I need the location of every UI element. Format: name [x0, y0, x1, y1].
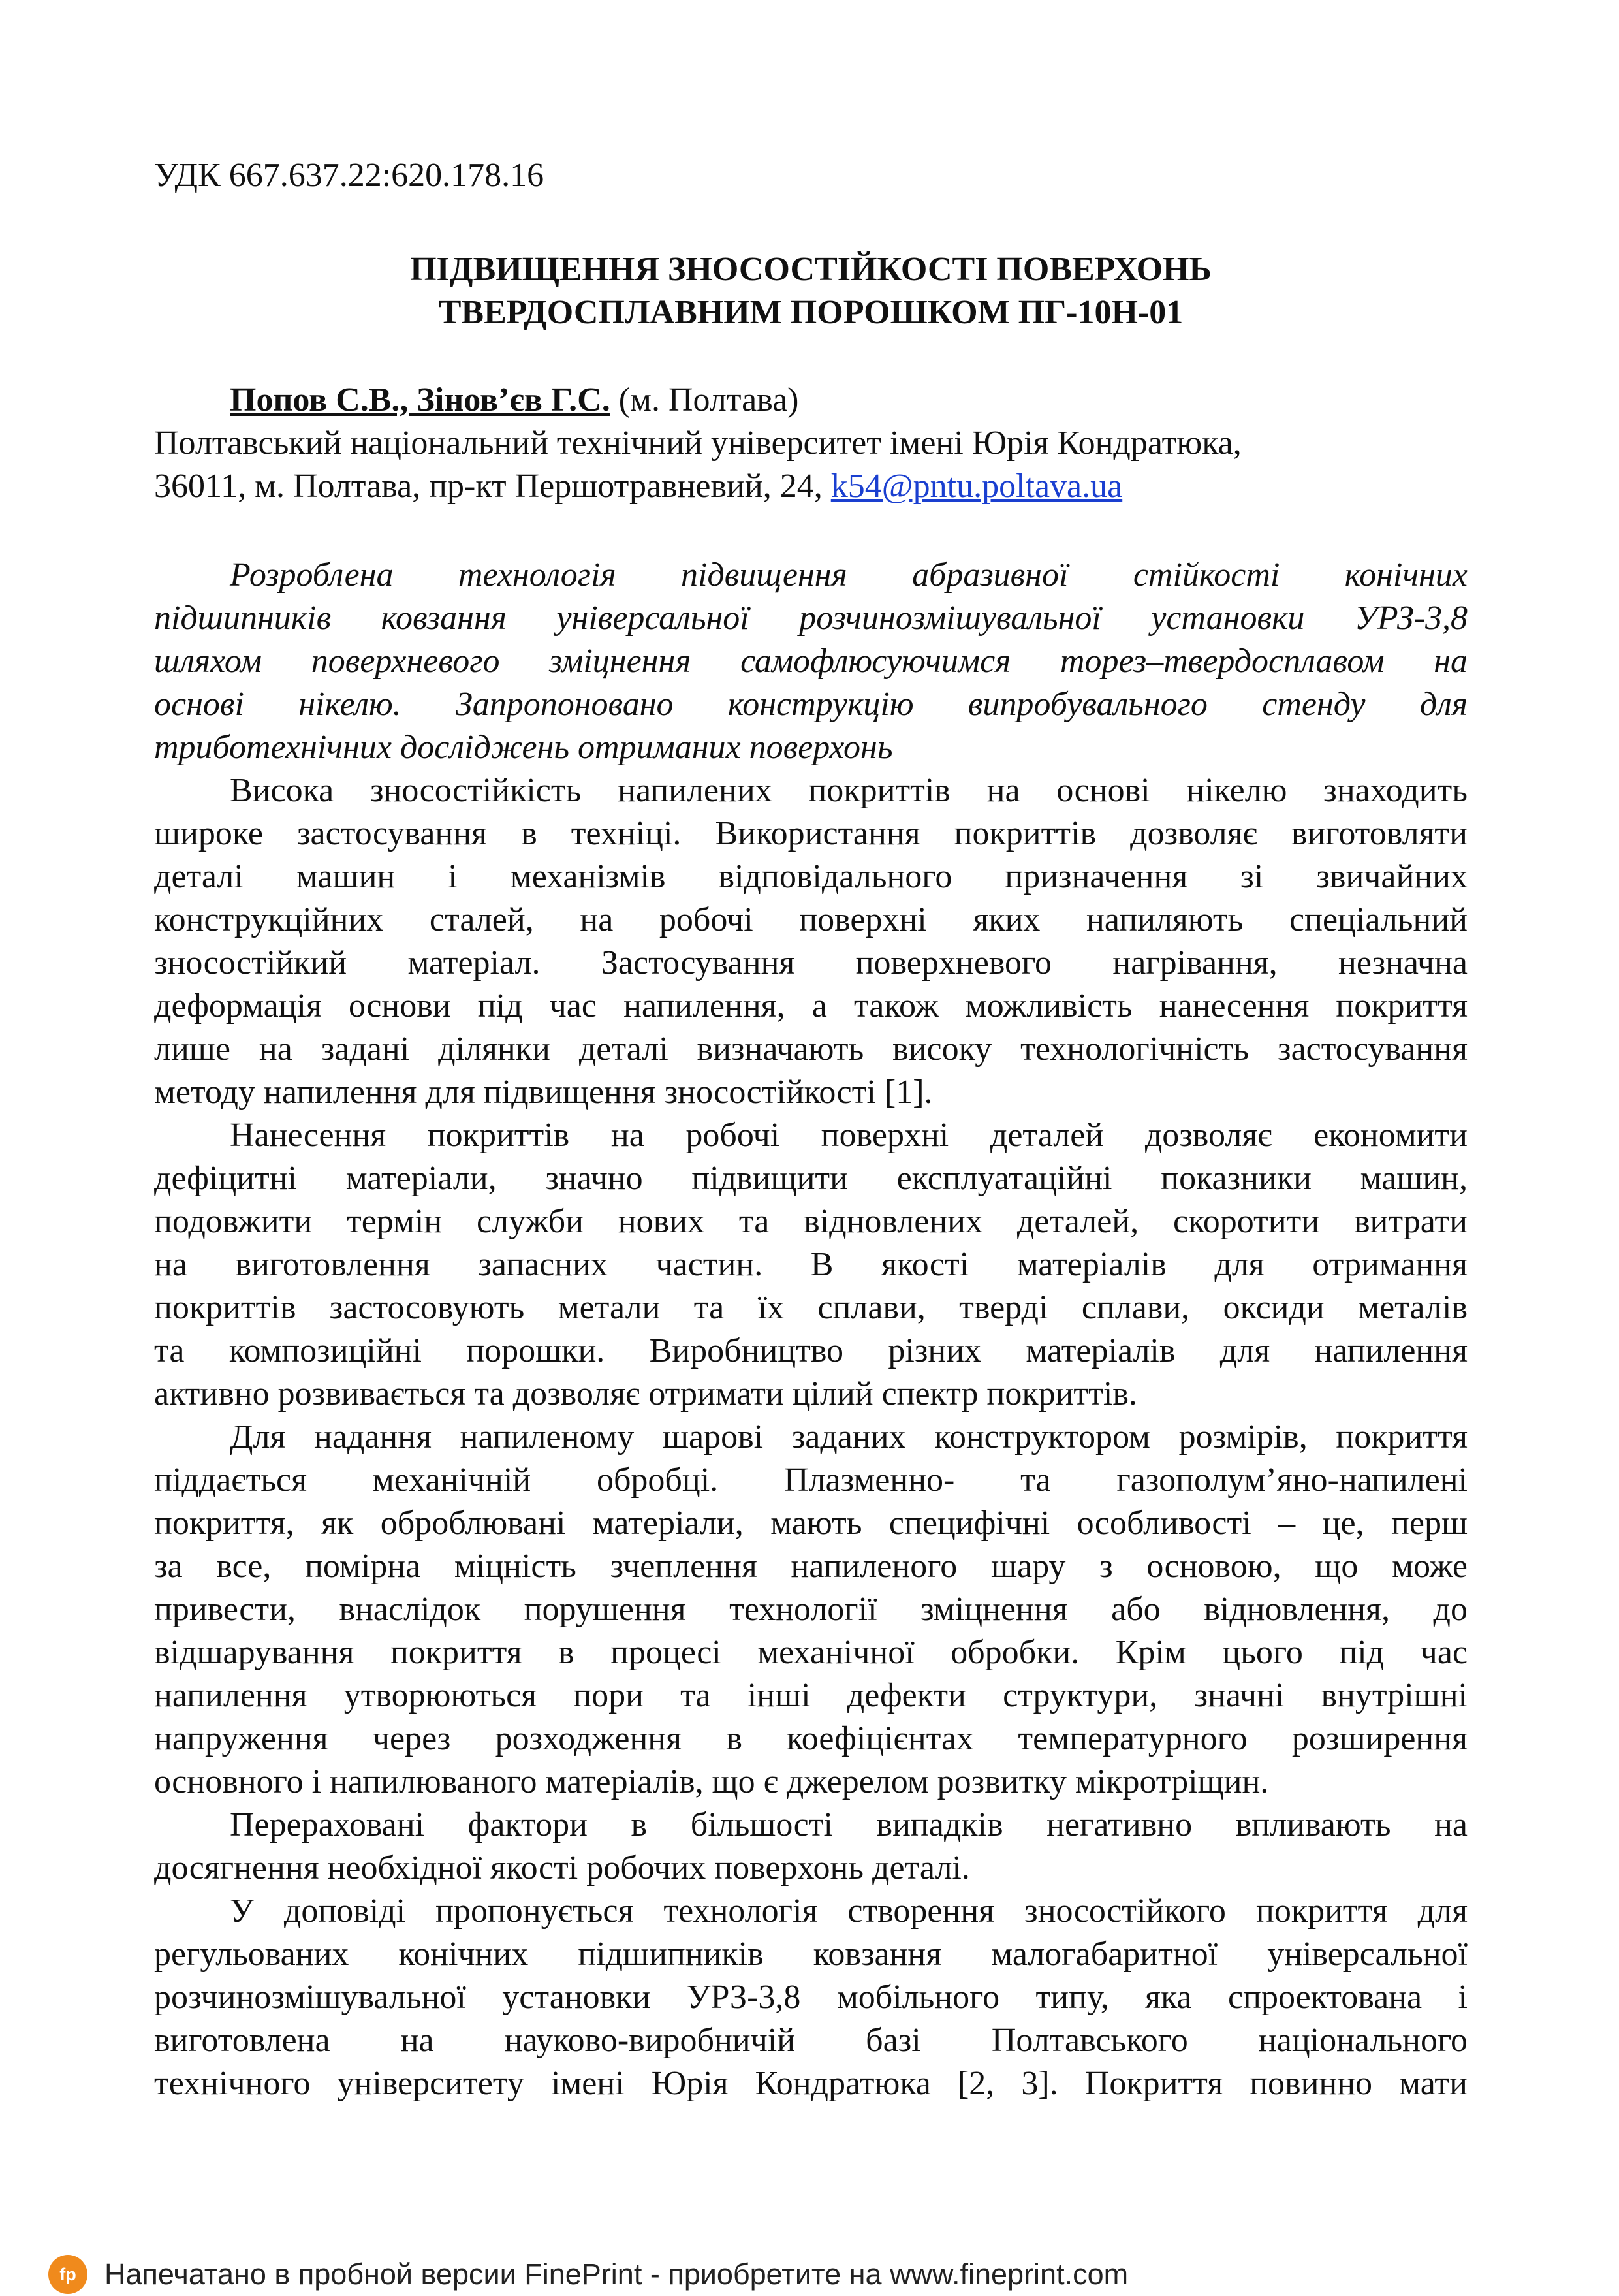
body-line: подовжити термін служби нових та відновлених деталей, скоротити витрати	[154, 1203, 1468, 1240]
body-line: деформація основи під час напилення, а також можливість нанесення покриття	[154, 987, 1468, 1025]
email-link[interactable]: k54@pntu.poltava.ua	[830, 468, 1123, 505]
body-line: дефіцитні матеріали, значно підвищити експлуатаційні показники машин,	[154, 1160, 1468, 1197]
body-line: Для надання напиленому шарові заданих конструктором розмірів, покриття	[230, 1418, 1468, 1456]
body-line: активно розвивається та дозволяє отримати цілий спектр покриттів.	[154, 1375, 1137, 1412]
body-line: основного і напилюваного матеріалів, що є джерелом розвитку мікротріщин.	[154, 1763, 1269, 1800]
body-line: відшарування покриття в процесі механічної обробки. Крім цього під час	[154, 1634, 1468, 1671]
body-line: досягнення необхідної якості робочих поверхонь деталі.	[154, 1849, 970, 1887]
author-names: Попов С.В., Зінов’єв Г.С.	[230, 381, 610, 419]
abstract-line: основі нікелю. Запропоновано конструкцію випробувального стенду для	[154, 686, 1468, 723]
body-line: напруження через розходження в коефіцієнтах температурного розширення	[154, 1720, 1468, 1757]
udk-code: УДК 667.637.22:620.178.16	[154, 157, 544, 194]
body-line: У доповіді пропонується технологія створення зносостійкого покриття для	[230, 1892, 1468, 1930]
body-line: покриттів застосовують метали та їх сплави, тверді сплави, оксиди металів	[154, 1289, 1468, 1326]
body-line: технічного університету імені Юрія Кондратюка [2, 3]. Покриття повинно мати	[154, 2065, 1468, 2102]
fineprint-logo-icon: fp	[48, 2255, 87, 2294]
body-line: привести, внаслідок порушення технології зміцнення або відновлення, до	[154, 1591, 1468, 1628]
body-line: широке застосування в техніці. Використання покриттів дозволяє виготовляти	[154, 815, 1468, 852]
address-text: 36011, м. Полтава, пр-кт Першотравневий, 24,	[154, 468, 831, 505]
body-line: деталі машин і механізмів відповідального призначення зі звичайних	[154, 858, 1468, 895]
body-line: покриття, як оброблювані матеріали, мають специфічні особливості – це, перш	[154, 1505, 1468, 1542]
paper-title-line-1: ПІДВИЩЕННЯ ЗНОСОСТІЙКОСТІ ПОВЕРХОНЬ	[410, 251, 1212, 288]
abstract-line: підшипників ковзання універсальної розчинозмішувальної установки УРЗ-3,8	[154, 599, 1468, 637]
body-line: та композиційні порошки. Виробництво різних матеріалів для напилення	[154, 1332, 1468, 1369]
abstract-line: Розроблена технологія підвищення абразивної стійкості конічних	[230, 556, 1468, 594]
abstract-line: триботехнічних досліджень отриманих поверхонь	[154, 729, 893, 766]
body-line: Висока зносостійкість напилених покриттів на основі нікелю знаходить	[230, 772, 1468, 809]
body-line: Нанесення покриттів на робочі поверхні деталей дозволяє економити	[230, 1117, 1468, 1154]
authors	[230, 379, 1470, 422]
body-line: на виготовлення запасних частин. В якості матеріалів для отримання	[154, 1246, 1468, 1283]
body-line: зносостійкий матеріал. Застосування поверхневого нагрівання, незначна	[154, 944, 1468, 981]
body-line: лише на задані ділянки деталі визначають високу технологічність застосування	[154, 1030, 1468, 1068]
body-line: конструкційних сталей, на робочі поверхні яких напиляють спеціальний	[154, 901, 1468, 938]
body-line: розчинозмішувальної установки УРЗ-3,8 мобільного типу, яка спроектована і	[154, 1979, 1468, 2016]
body-line: за все, помірна міцність зчеплення напиленого шару з основою, що може	[154, 1548, 1468, 1585]
body-line: регульованих конічних підшипників ковзання малогабаритної універсальної	[154, 1936, 1468, 1973]
body-line: Перераховані фактори в більшості випадків негативно впливають на	[230, 1806, 1468, 1843]
body-line: методу напилення для підвищення зносостійкості [1].	[154, 1074, 933, 1111]
paper-title-line-2: ТВЕРДОСПЛАВНИМ ПОРОШКОМ ПГ-10Н-01	[438, 294, 1184, 331]
affiliation: Полтавський національний технічний університет імені Юрія Кондратюка,	[154, 424, 1242, 462]
abstract-line: шляхом поверхневого зміцнення самофлюсуючимся торез–твердосплавом на	[154, 643, 1468, 680]
fineprint-footer	[48, 2253, 1128, 2296]
fineprint-footer-text[interactable]: Напечатано в пробной версии FinePrint - приобретите на www.fineprint.com	[104, 2257, 1129, 2291]
body-line: піддається механічній обробці. Плазменно- та газополум’яно-напилені	[154, 1461, 1468, 1499]
body-line: напилення утворюються пори та інші дефекти структури, значні внутрішні	[154, 1677, 1468, 1714]
author-city: (м. Полтава)	[610, 381, 799, 419]
body-line: виготовлена на науково-виробничій базі Полтавського національного	[154, 2022, 1468, 2059]
address	[154, 465, 1468, 508]
